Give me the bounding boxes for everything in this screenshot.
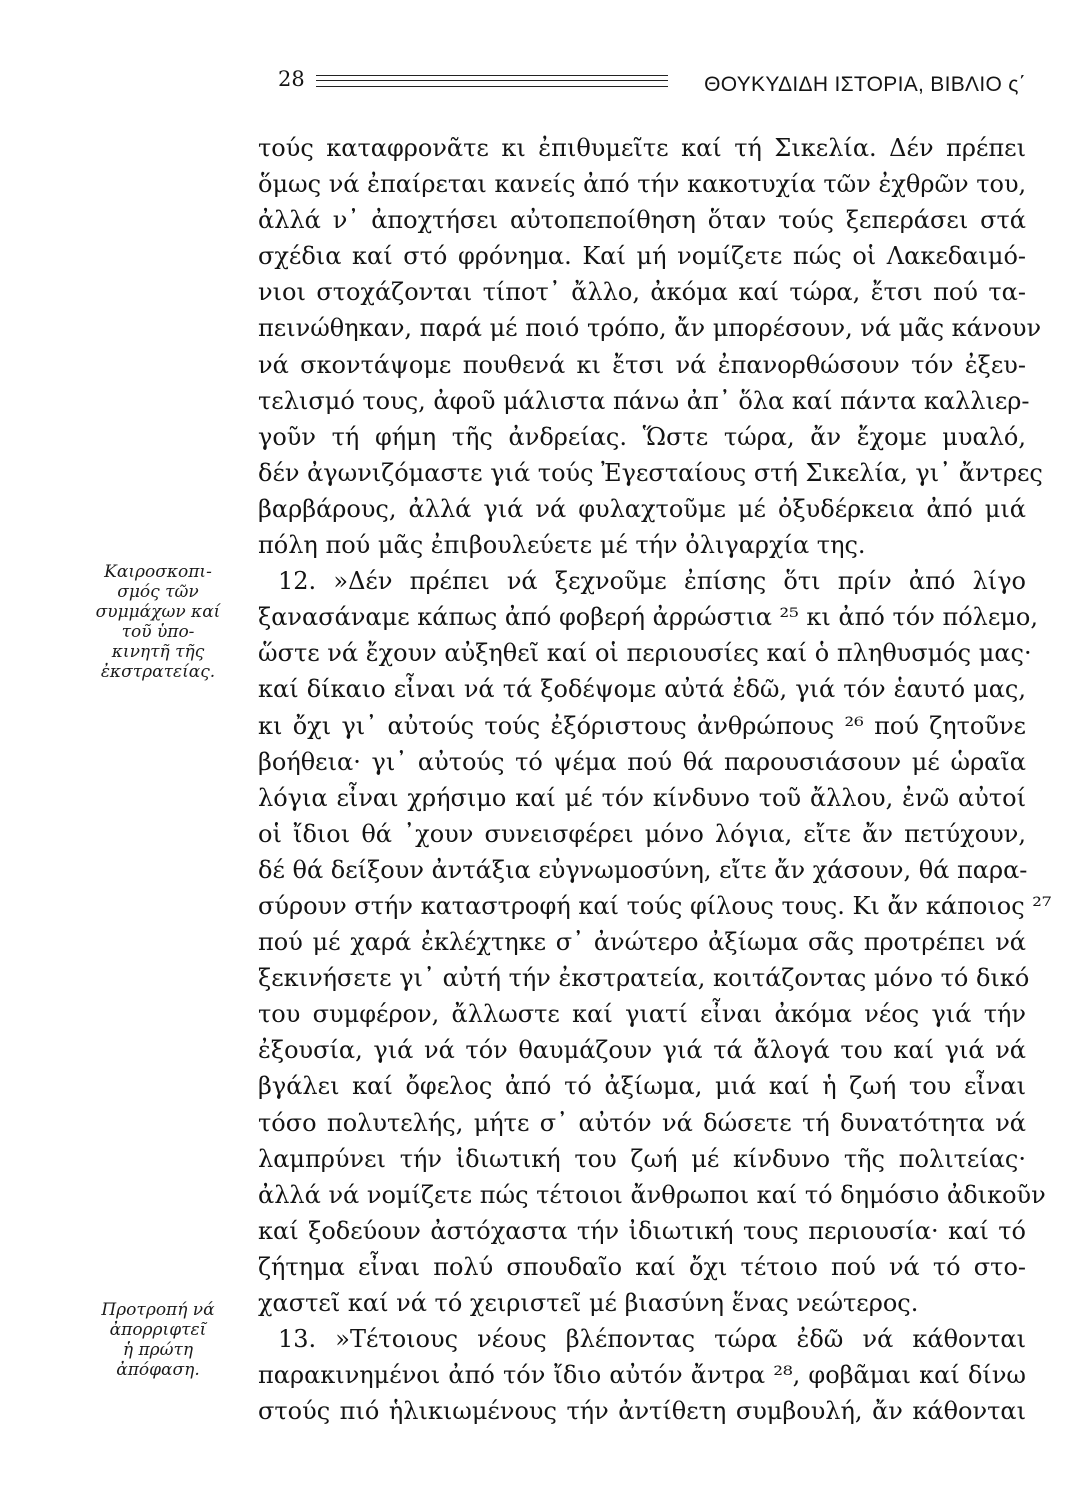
text-line: χαστεῖ καί νά τό χειριστεῖ μέ βιασύνη ἕνας νεώτερος. bbox=[258, 1289, 919, 1317]
text-line: λαμπρύνει τήν ἰδιωτική του ζωή μέ κίνδυνο τῆς πολιτείας· bbox=[258, 1144, 1026, 1173]
margin-note-reject-decision bbox=[68, 1300, 248, 1380]
text-line: καί ξοδεύουν ἀστόχαστα τήν ἰδιωτική τους περιουσία· καί τό bbox=[258, 1216, 1026, 1245]
margin-note-line: τοῦ ὑπο- bbox=[121, 622, 195, 642]
text-line: καί δίκαιο εἶναι νά τά ξοδέψομε αὐτά ἐδῶ, γιά τόν ἑαυτό μας, bbox=[258, 675, 1026, 704]
text-line: νά σκοντάψομε πουθενά κι ἔτσι νά ἐπανορθώσουν τόν ἐξευ- bbox=[258, 350, 1026, 379]
text-line: 13. »Τέτοιους νέους βλέποντας τώρα ἐδῶ νά κάθονται bbox=[278, 1325, 1026, 1354]
text-line: ἐξουσία, γιά νά τόν θαυμάζουν γιά τά ἄλογά του καί γιά νά bbox=[258, 1036, 1026, 1065]
text-line: λόγια εἶναι χρήσιμο καί μέ τόν κίνδυνο τοῦ ἄλλου, ἐνῶ αὐτοί bbox=[258, 783, 1026, 812]
margin-note-line: ἡ πρώτη bbox=[122, 1340, 194, 1360]
text-line: κι ὄχι γι᾽ αὐτούς τούς ἐξόριστους ἀνθρώπους ²⁶ πού ζητοῦνε bbox=[258, 711, 1026, 740]
page-header bbox=[278, 64, 1026, 104]
margin-note-allies-opportunism bbox=[68, 562, 248, 682]
text-line: σχέδια καί στό φρόνημα. Καί μή νομίζετε πώς οἱ Λακεδαιμό- bbox=[258, 242, 1026, 271]
text-line: νιοι στοχάζονται τίποτ᾽ ἄλλο, ἀκόμα καί τώρα, ἔτσι πού τα- bbox=[258, 278, 1026, 307]
text-line: τούς καταφρονᾶτε κι ἐπιθυμεῖτε καί τή Σικελία. Δέν πρέπει bbox=[258, 134, 1026, 162]
margin-note-line: ἀπόφαση. bbox=[116, 1360, 200, 1380]
text-line: σύρουν στήν καταστροφή καί τούς φίλους τους. Κι ἄν κάποιος ²⁷ bbox=[258, 891, 1052, 920]
text-line: του συμφέρον, ἄλλωστε καί γιατί εἶναι ἀκόμα νέος γιά τήν bbox=[258, 1000, 1026, 1029]
text-line: ξεκινήσετε γι᾽ αὐτή τήν ἐκστρατεία, κοιτάζοντας μόνο τό δικό bbox=[258, 964, 1030, 993]
text-line: ζήτημα εἶναι πολύ σπουδαῖο καί ὄχι τέτοιο πού νά τό στο- bbox=[258, 1252, 1026, 1281]
text-line: ἀλλά ν᾽ ἀποχτήσει αὐτοπεποίθηση ὅταν τούς ξεπεράσει στά bbox=[258, 206, 1026, 235]
margin-note-line: ἀπορριφτεῖ bbox=[109, 1320, 207, 1340]
margin-note-line: κινητῆ τῆς bbox=[111, 642, 205, 662]
text-line: βαρβάρους, ἀλλά γιά νά φυλαχτοῦμε μέ ὀξυδέρκεια ἀπό μιά bbox=[258, 494, 1026, 523]
margin-note-line: Καιροσκοπι- bbox=[104, 562, 212, 582]
margin-note-line: ἐκστρατείας. bbox=[100, 662, 216, 682]
text-line: 12. »Δέν πρέπει νά ξεχνοῦμε ἐπίσης ὅτι πρίν ἀπό λίγο bbox=[278, 567, 1026, 596]
text-line: ὅμως νά ἐπαίρεται κανείς ἀπό τήν κακοτυχία τῶν ἐχθρῶν του, bbox=[258, 170, 1027, 199]
text-line: πεινώθηκαν, παρά μέ ποιό τρόπο, ἄν μπορέσουν, νά μᾶς κάνουν bbox=[258, 314, 1042, 343]
running-title: ΘΟΥΚΥΔΙΔΗ ΙΣΤΟΡΙΑ, ΒΙΒΛΙΟ ς΄ bbox=[704, 73, 1026, 96]
text-line: ὥστε νά ἔχουν αὐξηθεῖ καί οἱ περιουσίες καί ὁ πληθυσμός μας· bbox=[258, 639, 1032, 668]
text-line: βγάλει καί ὄφελος ἀπό τό ἀξίωμα, μιά καί ἡ ζωή του εἶναι bbox=[258, 1072, 1026, 1101]
text-line: πόλη πού μᾶς ἐπιβουλεύετε μέ τήν ὀλιγαρχία της. bbox=[258, 531, 866, 560]
paragraph-continuation bbox=[258, 130, 1043, 563]
margin-note-line: συμμάχων καί bbox=[95, 602, 221, 622]
text-line: παρακινημένοι ἀπό τόν ἴδιο αὐτόν ἄντρα ²⁸, φοβᾶμαι καί δίνω bbox=[258, 1361, 1026, 1390]
text-line: βοήθεια· γι᾽ αὐτούς τό ψέμα πού θά παρουσιάσουν μέ ὡραῖα bbox=[258, 747, 1026, 776]
margin-note-line: Προτροπή νά bbox=[101, 1300, 215, 1320]
text-line: ξανασάναμε κάπως ἀπό φοβερή ἀρρώστια ²⁵ κι ἀπό τόν πόλεμο, bbox=[258, 603, 1038, 632]
text-line: δέν ἀγωνιζόμαστε γιά τούς Ἐγεσταίους στή Σικελία, γι᾽ ἄντρες bbox=[258, 458, 1043, 487]
header-rule bbox=[316, 75, 668, 87]
text-line: οἱ ἴδιοι θά ᾽χουν συνεισφέρει μόνο λόγια, εἴτε ἄν πετύχουν, bbox=[258, 819, 1026, 848]
text-line: ἀλλά νά νομίζετε πώς τέτοιοι ἄνθρωποι καί τό δημόσιο ἀδικοῦν bbox=[258, 1180, 1046, 1209]
margin-note-line: σμός τῶν bbox=[117, 582, 199, 602]
text-line: πού μέ χαρά ἐκλέχτηκε σ᾽ ἀνώτερο ἀξίωμα σᾶς προτρέπει νά bbox=[258, 928, 1026, 957]
paragraph-13 bbox=[258, 1321, 1026, 1429]
page-number: 28 bbox=[278, 67, 305, 91]
text-line: δέ θά δείξουν ἀντάξια εὐγνωμοσύνη, εἴτε ἄν χάσουν, θά παρα- bbox=[258, 855, 1028, 884]
text-line: τόσο πολυτελής, μήτε σ᾽ αὐτόν νά δώσετε τή δυνατότητα νά bbox=[258, 1108, 1026, 1137]
text-line: γοῦν τή φήμη τῆς ἀνδρείας. Ὥστε τώρα, ἄν ἔχομε μυαλό, bbox=[258, 422, 1026, 451]
paragraph-12 bbox=[258, 563, 1052, 1321]
text-line: τελισμό τους, ἀφοῦ μάλιστα πάνω ἀπ᾽ ὅλα καί πάντα καλλιερ- bbox=[258, 386, 1030, 415]
text-line: στούς πιό ἡλικιωμένους τήν ἀντίθετη συμβουλή, ἄν κάθονται bbox=[258, 1397, 1026, 1426]
main-text bbox=[258, 130, 1052, 1429]
